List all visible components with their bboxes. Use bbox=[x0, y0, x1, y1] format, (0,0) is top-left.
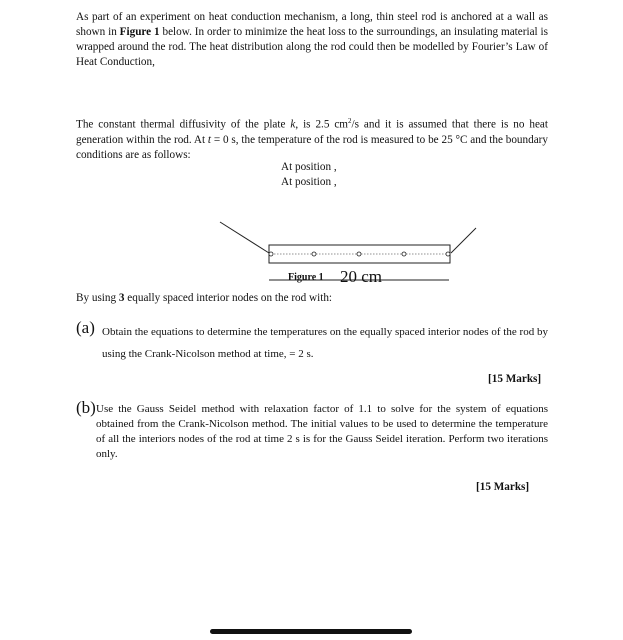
intro-text-2: below. In order to minimize the heat loss to the surroundings, an insulating material is wrapped around the rod. The heat distribution along the rod could then be modelled by Fourier’s Law of Heat Conduction, bbox=[76, 26, 548, 68]
right-wall-line bbox=[451, 228, 476, 253]
t-symbol: t bbox=[207, 133, 212, 146]
interior-node-2 bbox=[357, 252, 361, 256]
superscript-2: 2 bbox=[348, 117, 352, 125]
question-b-text: Use the Gauss Seidel method with relaxation factor of 1.1 to solve for the system of equations obtained from the Crank-Nicolson method. The initial values to be used to determine the temperature of all the interiors nodes of the rod at time 2 s is for the Gauss Seidel iteration. Perform two iterations only. bbox=[96, 403, 548, 460]
left-wall-line bbox=[220, 222, 269, 253]
question-a-marks: [15 Marks] bbox=[488, 373, 542, 385]
boundary-condition-2: At position , bbox=[281, 176, 337, 188]
k-symbol: k bbox=[290, 118, 296, 131]
home-indicator[interactable] bbox=[210, 629, 412, 634]
intro-text-1: As part of an experiment on heat conduction mechanism, a long, thin steel rod is anchored at a wall as shown in bbox=[76, 11, 548, 38]
conditions-text-d: = 0 s, the temperature of the rod is measured to be 25 °C and the boundary conditions are as follows: bbox=[76, 133, 548, 161]
question-a-text: Obtain the equations to determine the temperatures on the equally spaced interior nodes of the rod by using the Crank-Nicolson method at time, = 2 s. bbox=[102, 326, 548, 360]
figure-caption: Figure 1 bbox=[288, 272, 324, 283]
boundary-node-left bbox=[269, 252, 273, 256]
figure-reference: Figure 1 bbox=[119, 26, 160, 38]
conditions-text-b: , is 2.5 cm bbox=[295, 118, 349, 131]
conditions-text-a: The constant thermal diffusivity of the plate bbox=[76, 118, 291, 131]
boundary-node-right bbox=[446, 252, 450, 256]
interior-node-3 bbox=[402, 252, 406, 256]
question-a-label: (a) bbox=[76, 318, 95, 337]
conditions-text-c: /s and it is assumed that there is no heat generation within the rod. At bbox=[76, 118, 548, 146]
nodes-text-b: equally spaced interior nodes on the rod with: bbox=[124, 292, 333, 304]
question-b-marks: [15 Marks] bbox=[476, 481, 530, 493]
boundary-condition-1: At position , bbox=[281, 161, 337, 173]
nodes-intro bbox=[76, 291, 548, 306]
node-count: 3 bbox=[118, 292, 125, 304]
rod-diagram bbox=[0, 0, 623, 300]
question-b-label: (b) bbox=[76, 398, 96, 417]
nodes-text-a: By using bbox=[76, 292, 119, 304]
interior-node-1 bbox=[312, 252, 316, 256]
rod-length-label: 20 cm bbox=[340, 267, 383, 286]
